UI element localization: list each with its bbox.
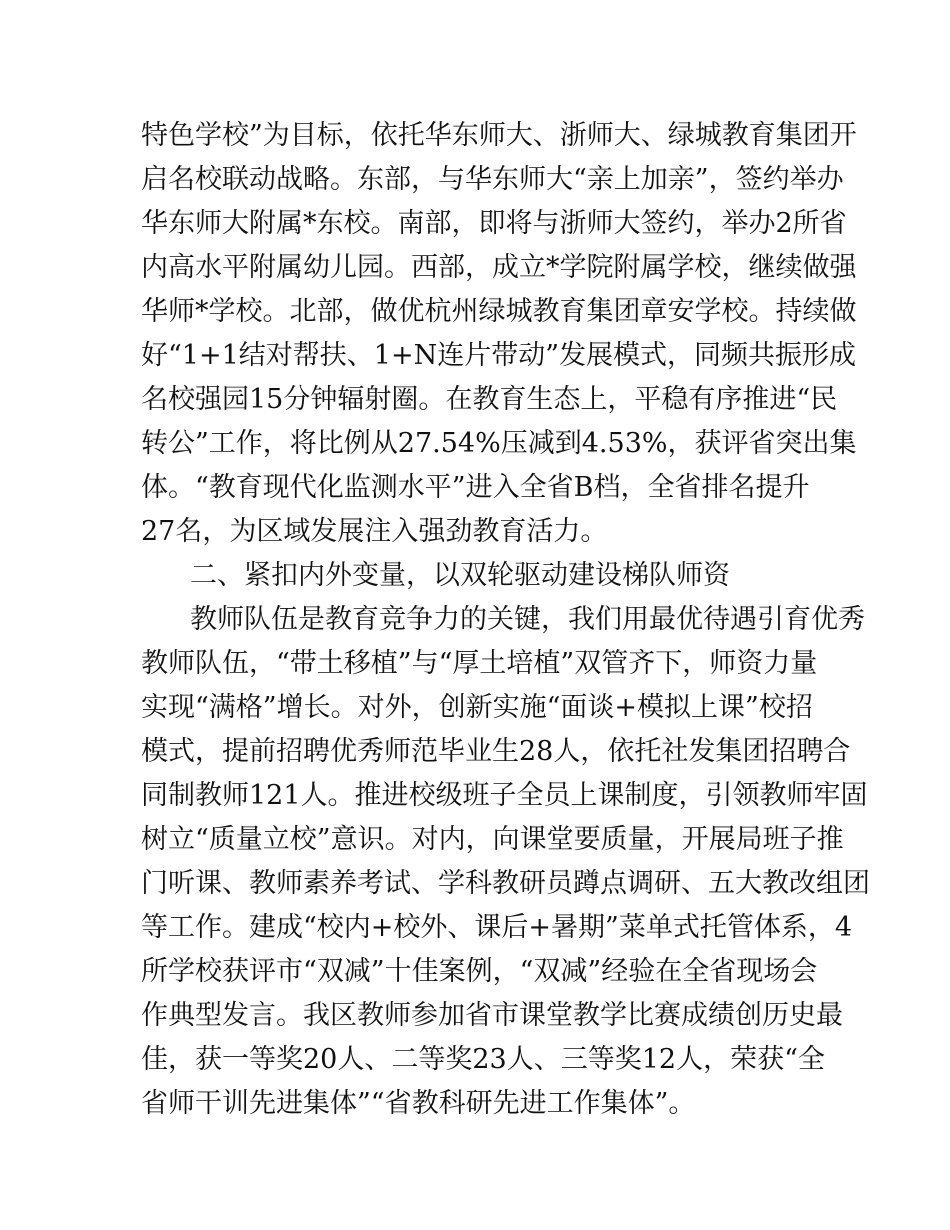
paragraph-line: 门听课、教师素养考试、学科教研员蹲点调研、五大教改组团 [141,868,870,899]
paragraph-line: 内高水平附属幼儿园。西部，成立*学院附属学校，继续做强 [141,252,857,283]
paragraph-line: 27名，为区域发展注入强劲教育活力。 [141,516,608,547]
paragraph-line: 名校强园15分钟辐射圈。在教育生态上，平稳有序推进“民 [141,384,838,415]
paragraph-line: 好“1+1结对帮扶、1+N连片带动”发展模式，同频共振形成 [141,340,857,371]
paragraph-line: 特色学校”为目标，依托华东师大、浙师大、绿城教育集团开 [141,120,857,151]
paragraph-line: 模式，提前招聘优秀师范毕业生28人，依托社发集团招聘合 [141,736,851,767]
paragraph-line: 体。“教育现代化监测水平”进入全省B档，全省排名提升 [141,472,810,503]
paragraph-line: 作典型发言。我区教师参加省市课堂教学比赛成绩创历史最 [141,1000,843,1031]
paragraph-line: 转公”工作，将比例从27.54%压减到4.53%，获评省突出集 [141,428,857,459]
paragraph-line: 所学校获评市“双减”十佳案例，“双减”经验在全省现场会 [141,956,818,987]
paragraph-line: 树立“质量立校”意识。对内，向课堂要质量，开展局班子推 [141,824,844,855]
paragraph-line: 华师*学校。北部，做优杭州绿城教育集团章安学校。持续做 [141,296,857,327]
paragraph-line: 启名校联动战略。东部，与华东师大“亲上加亲”，签约举办 [141,164,844,195]
paragraph-line: 等工作。建成“校内+校外、课后+暑期”菜单式托管体系，4 [141,912,853,943]
paragraph-line: 省师干训先进集体”“省教科研先进工作集体”。 [141,1088,696,1119]
section-heading: 二、紧扣内外变量，以双轮驱动建设梯队师资 [190,560,730,591]
paragraph-line: 实现“满格”增长。对外，创新实施“面谈+模拟上课”校招 [141,692,813,723]
paragraph-line: 教师队伍是教育竞争力的关键，我们用最优待遇引育优秀 [190,604,865,635]
paragraph-line: 教师队伍，“带土移植”与“厚土培植”双管齐下，师资力量 [141,648,818,679]
paragraph-line: 佳，获一等奖20人、二等奖23人、三等奖12人，荣获“全 [141,1044,825,1075]
paragraph-line: 同制教师121人。推进校级班子全员上课制度，引领教师牢固 [141,780,868,811]
paragraph-line: 华东师大附属*东校。南部，即将与浙师大签约，举办2所省 [141,208,847,239]
